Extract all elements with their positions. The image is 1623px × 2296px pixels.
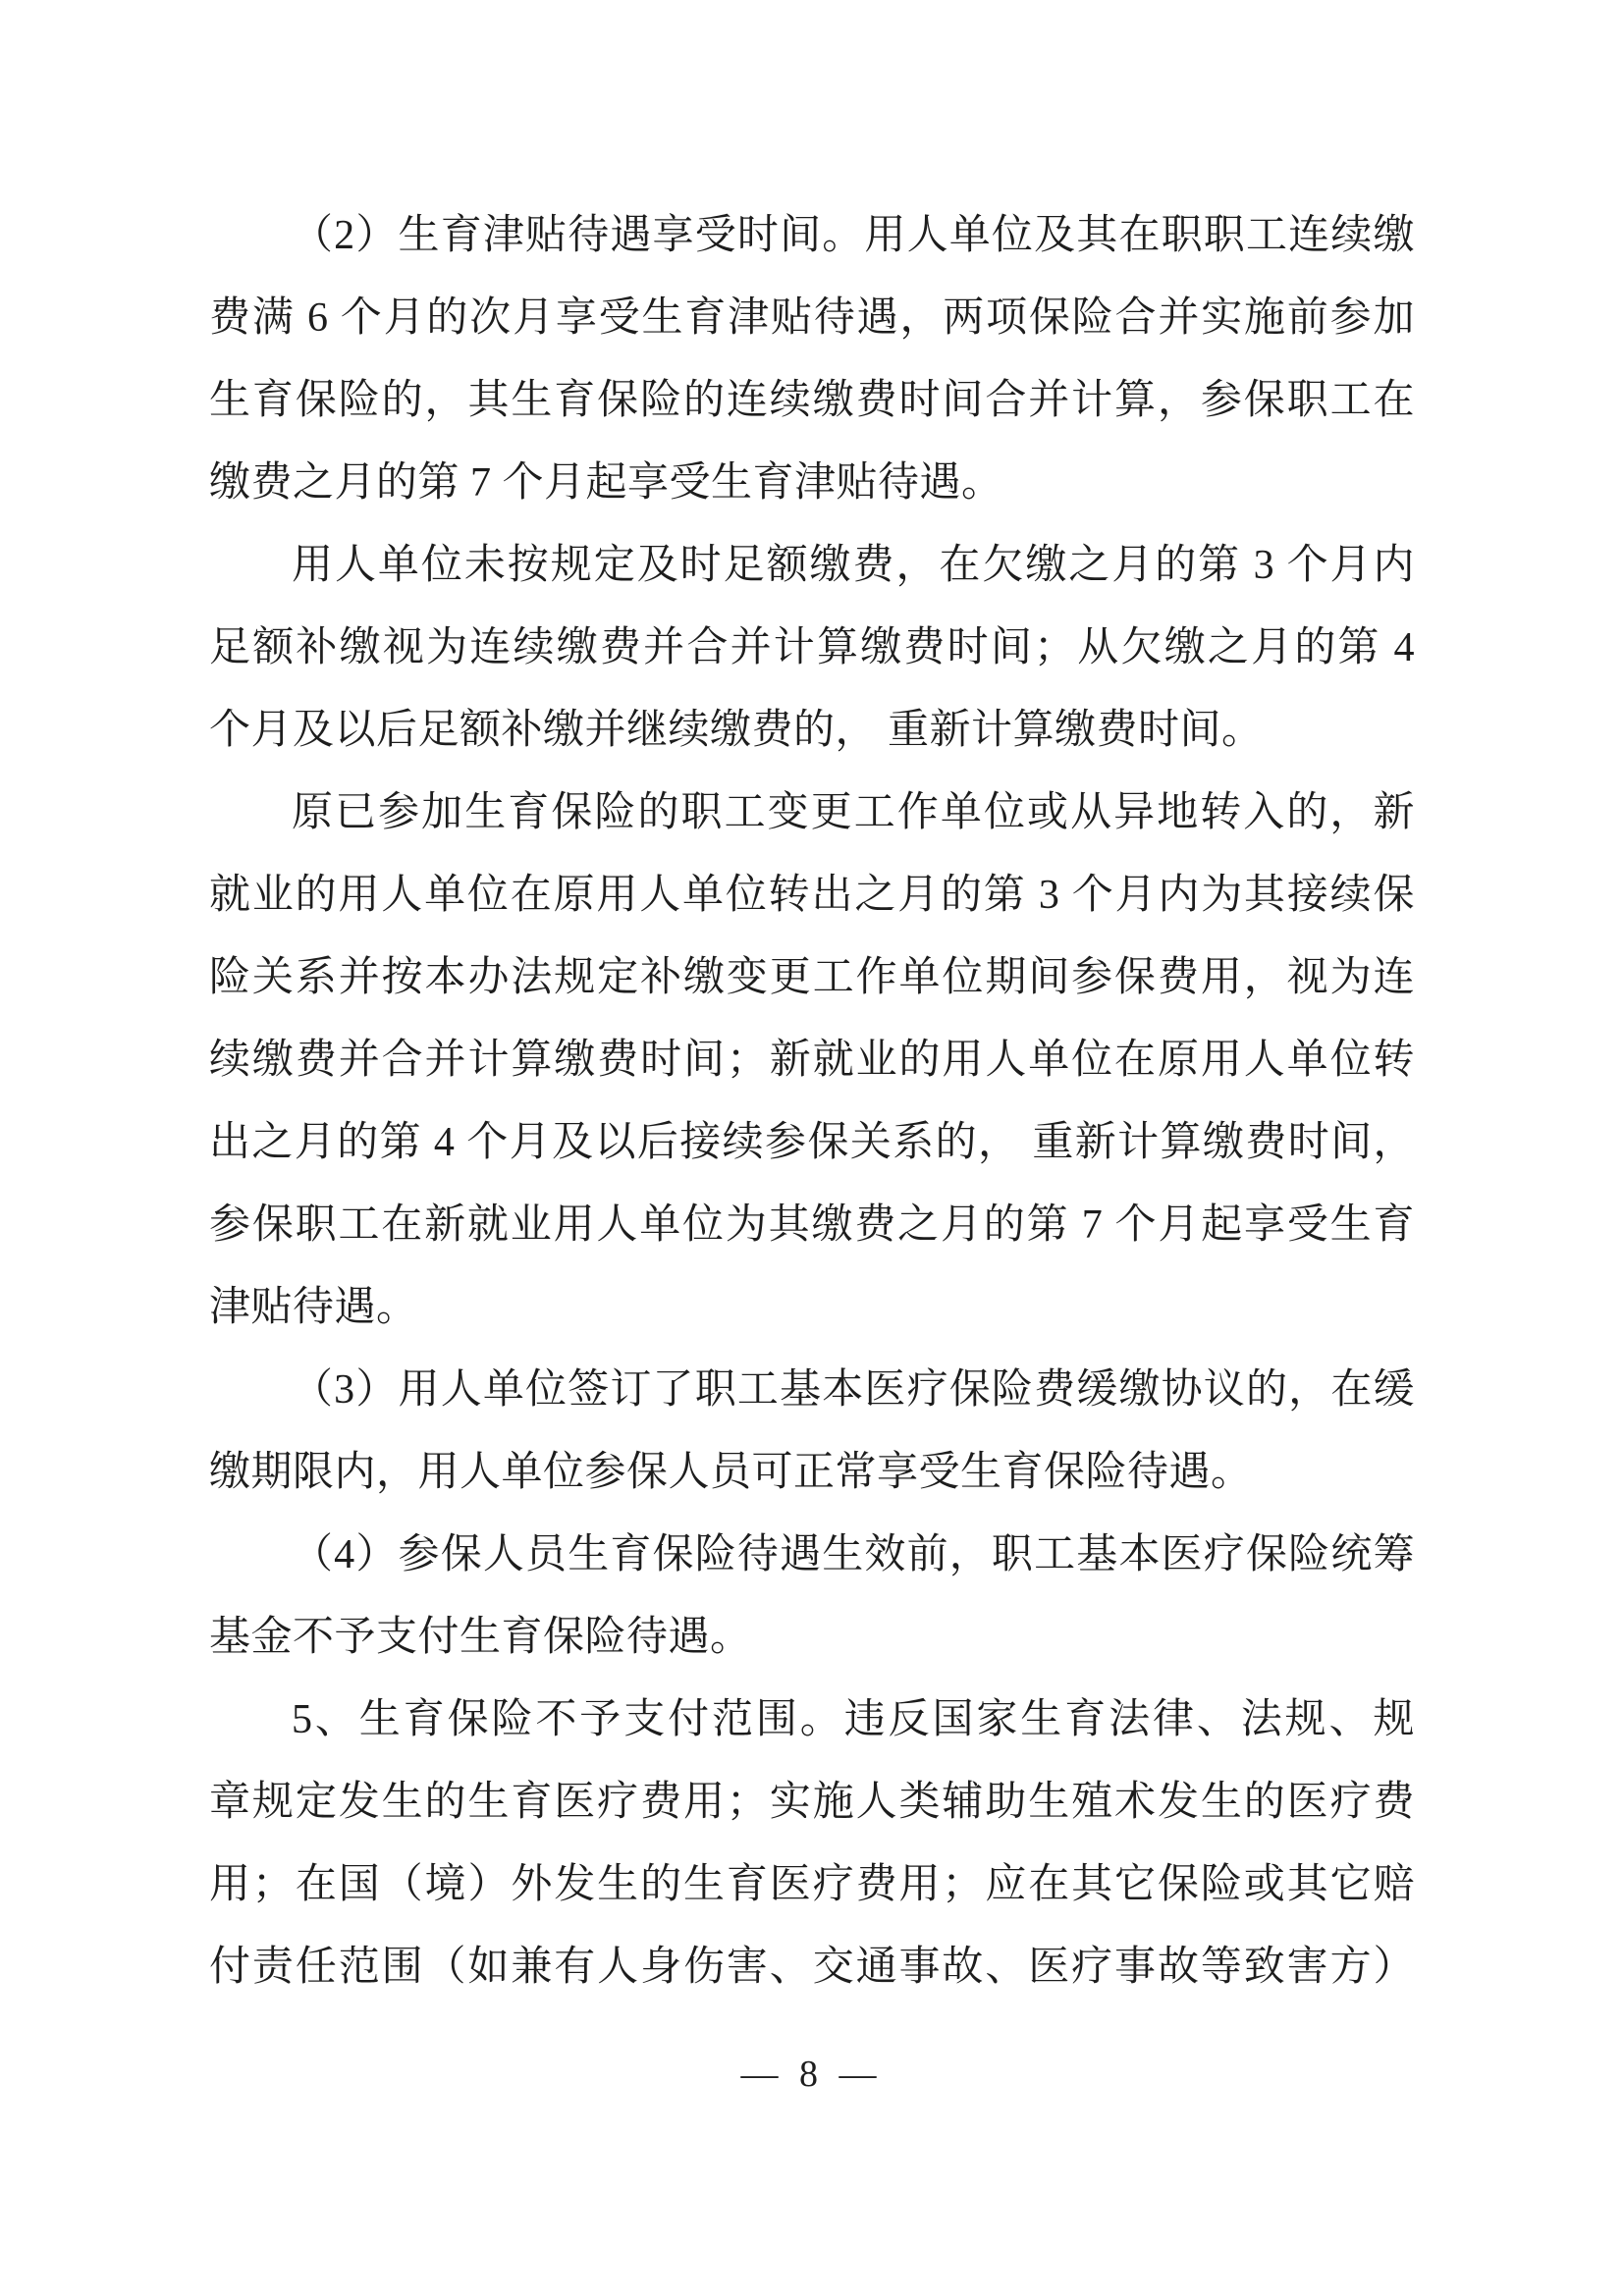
text-line: 险关系并按本办法规定补缴变更工作单位期间参保费用，视为连 xyxy=(209,955,1415,1000)
text-line: 续缴费并合并计算缴费时间；新就业的用人单位在原用人单位转 xyxy=(209,1038,1415,1083)
text-line: 出之月的第 4 个月及以后接续参保关系的， 重新计算缴费时间， xyxy=(209,1120,1415,1165)
text-line: 5、生育保险不予支付范围。违反国家生育法律、法规、规 xyxy=(292,1697,1415,1742)
text-line: 用人单位未按规定及时足额缴费，在欠缴之月的第 3 个月内 xyxy=(292,543,1415,588)
text-line: 缴费之月的第 7 个月起享受生育津贴待遇。 xyxy=(209,460,1003,506)
text-line: 费满 6 个月的次月享受生育津贴待遇，两项保险合并实施前参加 xyxy=(209,295,1415,341)
text-line: 用；在国（境）外发生的生育医疗费用；应在其它保险或其它赔 xyxy=(209,1862,1415,1907)
text-line: 就业的用人单位在原用人单位转出之月的第 3 个月内为其接续保 xyxy=(209,873,1415,918)
text-line: （4）参保人员生育保险待遇生效前，职工基本医疗保险统筹 xyxy=(292,1532,1415,1577)
page-number: — 8 — xyxy=(740,2054,883,2095)
text-line: （2）生育津贴待遇享受时间。用人单位及其在职职工连续缴 xyxy=(292,213,1415,258)
text-line: 基金不予支付生育保险待遇。 xyxy=(209,1615,752,1660)
text-line: 参保职工在新就业用人单位为其缴费之月的第 7 个月起享受生育 xyxy=(209,1202,1415,1248)
text-line: 付责任范围（如兼有人身伤害、交通事故、医疗事故等致害方） xyxy=(209,1945,1415,1990)
text-line: 个月及以后足额补缴并继续缴费的， 重新计算缴费时间。 xyxy=(209,708,1264,753)
text-line: 原已参加生育保险的职工变更工作单位或从异地转入的，新 xyxy=(292,790,1415,835)
text-line: 津贴待遇。 xyxy=(209,1285,418,1330)
text-line: 章规定发生的生育医疗费用；实施人类辅助生殖术发生的医疗费 xyxy=(209,1780,1415,1825)
text-line: （3）用人单位签订了职工基本医疗保险费缓缴协议的，在缓 xyxy=(292,1367,1415,1413)
text-line: 缴期限内，用人单位参保人员可正常享受生育保险待遇。 xyxy=(209,1450,1253,1495)
document-body xyxy=(209,194,1415,2008)
text-line: 足额补缴视为连续缴费并合并计算缴费时间；从欠缴之月的第 4 xyxy=(209,625,1415,670)
text-line: 生育保险的，其生育保险的连续缴费时间合并计算，参保职工在 xyxy=(209,378,1415,423)
